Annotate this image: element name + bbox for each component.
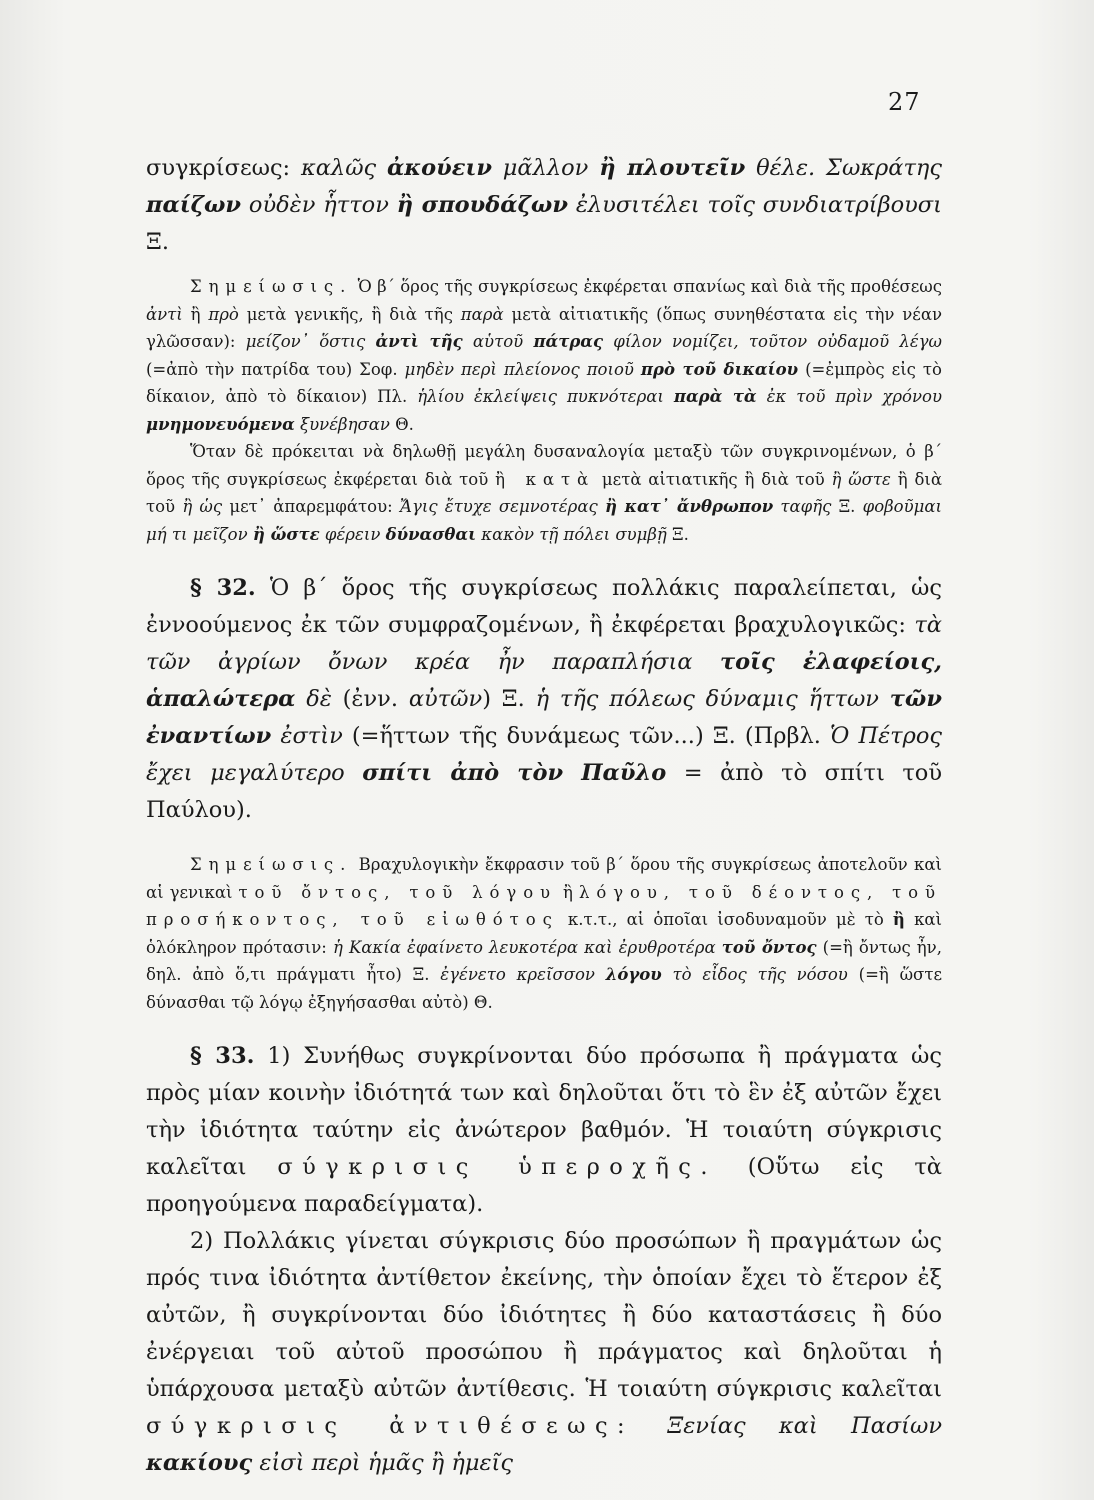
text-run: ἢ [557,882,579,902]
text-run: συγκρίσεως: [146,155,301,181]
text-run: ἡλίου ἐκλείψεις πυκνότεραι [417,387,674,406]
text-run: (Οὕτω εἰς τὰ προηγούμενα παραδείγματα). [146,1154,942,1217]
text-run: = ἀπὸ τὸ σπίτι τοῦ Παύλου). [146,760,942,823]
text-run: Ξ. [831,497,863,516]
text-run: καὶ ὁλόκληρον πρότασιν: [146,910,942,957]
paragraph-3 [146,438,942,548]
text-run: αὑτοῦ [462,332,534,351]
section-number: § 32. [190,575,256,601]
text-run: ἢ ὥστε [252,524,320,544]
text-run: πάτρας [533,332,604,351]
text-run: μείζον᾽ ὅστις [245,332,376,351]
text-run: (=ἢ ὥστε δύνασθαι τῷ λόγῳ ἐξηγήσασθαι αὐτὸ) Θ. [146,965,942,1012]
text-run: τὸ εἶδος τῆς νόσου [661,965,848,984]
text-run: Ὁ β΄ ὅρος τῆς συγκρίσεως ἐκφέρεται σπανίως καὶ διὰ τῆς προθέσεως [352,277,942,296]
text-run: αὐτῶν [408,686,483,712]
text-run: παίζων [146,192,242,218]
spaced-term: σύγκρισις ὑπεροχῆς. [277,1154,717,1180]
text-run: 2) Πολλάκις γίνεται σύγκρισις δύο προσώπων ἢ πραγμάτων ὡς πρός τινα ἰδιότητα ἀντίθετον ἐκείνης, τὴν ὁποίαν ἔχει τὸ ἕτερον ἐξ αὐτῶν, ἢ συγκρίνονται δύο ἰδιότητες ἢ δύο καταστάσεις ἢ δύο ἐνέργειαι τοῦ αὐτοῦ προσώπου ἢ πράγματος καὶ δηλοῦται ἡ ὑπάρχουσα μεταξὺ αὐτῶν ἀντίθεσις. Ἡ τοιαύτη σύγκρισις καλεῖται [146,1228,942,1402]
text-run: φίλον νομίζει, τοῦτον οὐδαμοῦ λέγω [603,332,942,351]
text-run: μετὰ αἰτιατικῆς ἢ διὰ τοῦ [595,469,832,489]
spaced-term: Σημείωσις. [190,855,353,874]
text-run: κακὸν τῇ πόλει συμβῇ [476,524,667,544]
text-run: Ὁ β΄ ὅρος τῆς συγκρίσεως πολλάκις παραλείπεται, ὡς ἐννοούμενος ἐκ τῶν συμφραζομένων, ἢ ἐκφέρεται βραχυλογικῶς: [146,575,942,638]
text-run: Βραχυλογικὴν ἔκφρασιν τοῦ β΄ ὅρου τῆς συγκρίσεως ἀποτελοῦν καὶ αἱ γενικαὶ [146,855,942,902]
text-run: μᾶλλον [491,155,600,181]
spaced-term: σύγκρισις ἀντιθέσεως: [146,1413,635,1439]
text-run: τοῦ ὄντος [721,937,817,957]
paragraph-1 [146,150,942,261]
text-run: κακίους [146,1450,253,1476]
text-run: σπίτι ἀπὸ τὸν Παῦλο [362,760,667,786]
text-run: παρὰ τὰ [673,387,757,406]
text-run: ἡ τῆς πόλεως δύναμις ἥττων [535,686,890,712]
text-run: εἰσὶ περὶ ἡμᾶς ἢ ἡμεῖς [252,1450,513,1476]
text-run: ἡ Κακία ἐφαίνετο λευκοτέρα καὶ ἐρυθροτέρα [332,937,722,957]
text-run: μετὰ γενικῆς, ἢ διὰ τῆς [238,304,461,324]
text-run: παρὰ [460,304,504,324]
page-body [146,150,942,1482]
text-run: ξυνέβησαν [294,414,390,434]
text-run: ) Ξ. [482,686,536,712]
text-run: Ἄγις ἔτυχε σεμνοτέρας [399,497,605,516]
paragraph-6 [146,1038,942,1223]
text-run: ἐλυσιτέλει τοῖς συνδιατρίβουσι [567,192,942,218]
text-run: Ξενίας καὶ Πασίων [667,1413,943,1439]
text-run: ἢ [182,304,209,324]
text-run: (=ἥττων τῆς δυνάμεως τῶν...) Ξ. (Πρβλ. [342,723,831,749]
text-run: (ἐνν. [331,686,409,712]
text-run: Θ. [389,414,414,434]
text-run: κ.τ.τ., αἱ ὁποῖαι ἰσοδυναμοῦν μὲ τὸ [558,910,893,929]
text-run: ἢ ὥστε [831,469,891,489]
text-run: θέλε. Σωκράτης [745,155,943,181]
text-run: δὲ [295,686,332,712]
text-run: ἢ [892,910,905,929]
text-run: Ὅταν δὲ πρόκειται νὰ δηλωθῇ μεγάλη δυσαναλογία μεταξὺ τῶν συγκρινομένων, ὁ β΄ ὅρος τῆς συγκρίσεως ἐκφέρεται διὰ τοῦ [146,442,942,489]
paragraph-2 [146,273,942,438]
text-run: δύνασθαι [385,524,477,544]
text-run: οὐδὲν ἧττον [241,192,397,218]
text-run: ἐκ τοῦ πρὶν χρόνου [756,387,942,406]
text-run: (=ἐμπρὸς εἰς τὸ δίκαιον, ἀπὸ τὸ δίκαιον) Πλ. [146,359,942,406]
text-run: ἐστὶν [271,723,343,749]
spaced-term: τοῦ ὄντος, τοῦ λόγου [238,882,558,902]
text-run: μετὰ αἰτιατικῆς (ὅπως συνηθέστατα εἰς τὴν νέαν γλῶσσαν): [146,304,942,351]
text-run: ἢ διὰ τοῦ [146,469,943,516]
text-run: μετ᾽ ἀπαρεμφάτου: [222,497,400,516]
text-run: φέρειν [319,524,386,544]
text-run: (=ἀπὸ τὴν πατρίδα του) Σοφ. [146,359,405,379]
text-run: τῶν ἐναντίων [146,686,942,749]
text-run: 1) Συνήθως συγκρίνονται δύο πρόσωπα ἢ πράγματα ὡς πρὸς μίαν κοινὴν ἰδιότητά των καὶ δηλοῦται ὅτι τὸ ἓν ἐξ αὐτῶν ἔχει τὴν ἰδιότητα ταύτην εἰς ἀνώτερον βαθμόν. Ἡ τοιαύτη σύγκρισις καλεῖται [146,1043,942,1180]
section-number: § 33. [190,1043,255,1069]
text-run: ἐγένετο κρεῖσσον [440,965,606,984]
text-run: φοβοῦμαι μή τι μεῖζον [146,497,942,544]
text-run: ἢ κατ᾽ ἄνθρωπον [604,497,774,516]
text-run: μηδὲν περὶ πλείονος ποιοῦ [404,359,641,379]
text-run: ἢ πλουτεῖν [599,155,746,181]
paragraph-5 [146,851,942,1016]
text-run: ἢ ὡς [182,497,223,516]
text-run: πρὸ τοῦ δικαίου [640,359,799,379]
text-run: πρὸ [208,304,239,324]
spaced-term: Σημείωσις. [190,277,353,296]
text-run: ταφῆς [773,497,832,516]
text-run: τοῖς ἐλαφείοις, ἁπαλώτερα [146,649,942,712]
text-run: τὰ τῶν ἀγρίων ὄνων κρέα ἦν παραπλήσια [146,612,942,675]
text-run: μνημονευόμενα [146,414,295,434]
text-run: Ξ. [146,229,169,255]
page-number: 27 [888,88,921,116]
paragraph-4 [146,570,942,829]
spaced-term: λόγου, τοῦ δέοντος, τοῦ προσήκοντος, τοῦ εἰωθότος [146,882,942,929]
text-run: καλῶς [300,155,387,181]
paragraph-7 [146,1223,942,1482]
text-run: ἢ σπουδάζων [396,192,568,218]
spaced-term: ἢ κατὰ [495,469,596,489]
text-run: λόγου [605,965,662,984]
text-run [634,1413,667,1439]
text-run: Ξ. [666,524,689,544]
text-run: ἀκούειν [386,155,492,181]
text-run: ἀντὶ [146,304,183,324]
text-run: Ὁ Πέτρος ἔχει μεγαλύτερο [146,723,942,786]
text-run: (=ἢ ὄντως ἦν, δηλ. ἀπὸ ὅ,τι πράγματι ἦτο) Ξ. [146,937,942,984]
text-run: ἀντὶ τῆς [375,332,463,351]
